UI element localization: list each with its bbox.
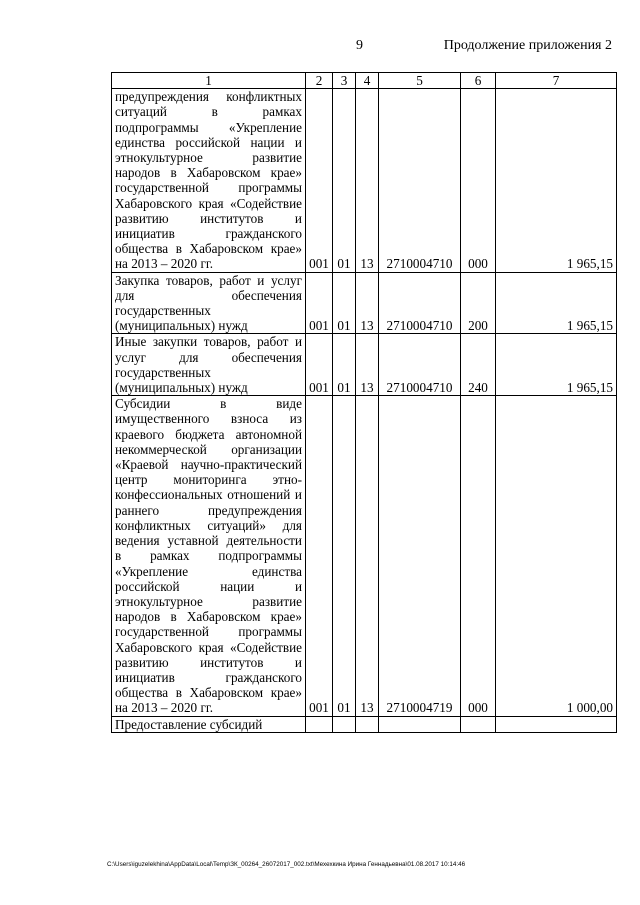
cell-ministry-code: 001: [306, 89, 333, 272]
cell-section: 01: [333, 89, 356, 272]
row-description: Предоставление субсидий: [112, 716, 306, 732]
cell-subsection: 13: [356, 396, 379, 716]
table-row: [112, 89, 617, 272]
cell-target-article: [379, 716, 461, 732]
cell-ministry-code: [306, 716, 333, 732]
table-row: [112, 396, 617, 716]
cell-expense-type: 200: [461, 272, 496, 334]
cell-ministry-code: 001: [306, 334, 333, 396]
cell-target-article: 2710004710: [379, 272, 461, 334]
cell-amount: 1 965,15: [496, 272, 617, 334]
cell-ministry-code: 001: [306, 272, 333, 334]
cell-subsection: 13: [356, 89, 379, 272]
cell-section: 01: [333, 396, 356, 716]
table-header-row: [112, 73, 617, 89]
cell-subsection: 13: [356, 334, 379, 396]
cell-amount: 1 965,15: [496, 89, 617, 272]
cell-target-article: 2710004719: [379, 396, 461, 716]
cell-target-article: 2710004710: [379, 89, 461, 272]
cell-expense-type: 240: [461, 334, 496, 396]
cell-expense-type: 000: [461, 89, 496, 272]
column-header: 3: [333, 73, 356, 89]
cell-section: [333, 716, 356, 732]
row-description: Закупка товаров, работ и услуг для обеспечения государственных (муниципальных) нужд: [112, 272, 306, 334]
continuation-note: Продолжение приложения 2: [443, 38, 612, 53]
column-header: 7: [496, 73, 617, 89]
cell-expense-type: [461, 716, 496, 732]
cell-amount: 1 000,00: [496, 396, 617, 716]
budget-table: [111, 72, 617, 733]
column-header: 5: [379, 73, 461, 89]
column-header: 4: [356, 73, 379, 89]
page-number: 9: [356, 38, 363, 53]
cell-target-article: 2710004710: [379, 334, 461, 396]
cell-subsection: [356, 716, 379, 732]
column-header: 6: [461, 73, 496, 89]
cell-ministry-code: 001: [306, 396, 333, 716]
cell-amount: 1 965,15: [496, 334, 617, 396]
row-description: предупреждения конфликтных ситуаций в рамках подпрограммы «Укрепление единства российской нации и этнокультурное развитие народов в Хабаровском крае» государственной программы Хабаровского края «Содействие развитию институтов и инициатив гражданского общества в Хабаровском крае» на 2013 – 2020 гг.: [112, 89, 306, 272]
row-description: Субсидии в виде имущественного взноса из краевого бюджета автономной некоммерческой организации «Краевой научно-практический центр мониторинга этно-конфессиональных отношений и раннего предупреждения конфликтных ситуаций» для ведения уставной деятельности в рамках подпрограммы «Укрепление единства российской нации и этнокультурное развитие народов в Хабаровском крае» государственной программы Хабаровского края «Содействие развитию институтов и инициатив гражданского общества в Хабаровском крае» на 2013 – 2020 гг.: [112, 396, 306, 716]
cell-amount: [496, 716, 617, 732]
table-row: [112, 716, 617, 732]
table-row: [112, 334, 617, 396]
cell-section: 01: [333, 334, 356, 396]
cell-expense-type: 000: [461, 396, 496, 716]
column-header: 2: [306, 73, 333, 89]
cell-subsection: 13: [356, 272, 379, 334]
cell-section: 01: [333, 272, 356, 334]
footer-file-path: C:\Users\iguzelekhina\AppData\Local\Temp\ЗК_00264_26072017_002.txt\Мехехкина Ирина Геннадьевна\01.08.2017 10:14:46: [107, 861, 466, 868]
column-header: 1: [112, 73, 306, 89]
row-description: Иные закупки товаров, работ и услуг для обеспечения государственных (муниципальных) нужд: [112, 334, 306, 396]
table-row: [112, 272, 617, 334]
